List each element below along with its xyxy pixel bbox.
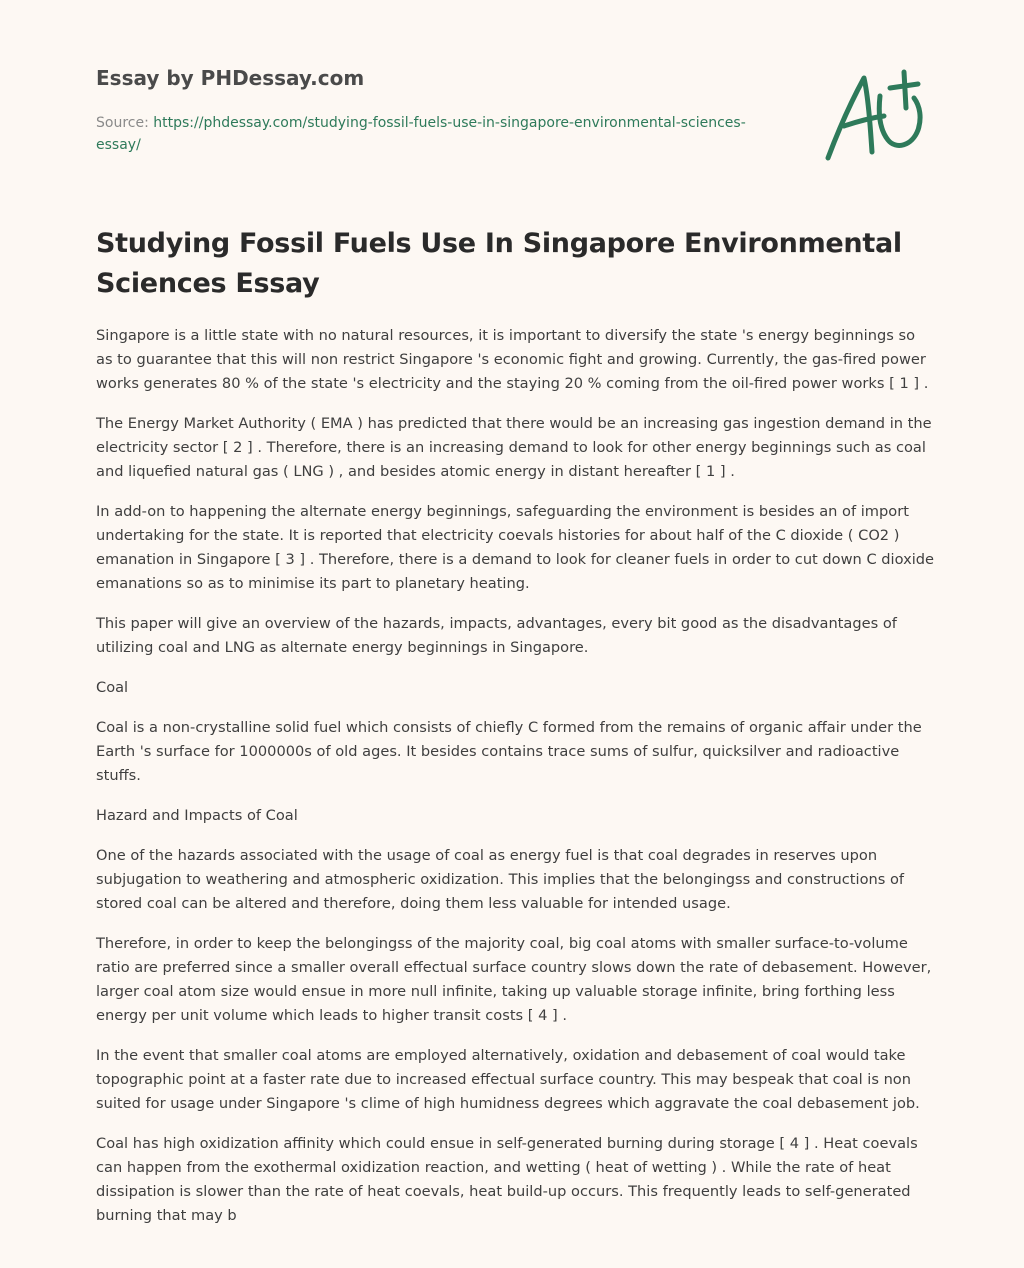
paragraph: Coal has high oxidization affinity which could ensue in self-generated burning during storage [ 4 ] . Heat coevals can happen from the exothermal oxidization reaction, and wetting ( heat of wetting ) . While the rate of heat dissipation is slower than the rate of heat coevals, heat build-up occurs. This frequently leads to self-generated burning that may b	[96, 1135, 918, 1224]
essay-title: Studying Fossil Fuels Use In Singapore Environmental Sciences Essay	[96, 228, 902, 299]
site-brand: Essay by PHDessay.com	[96, 66, 365, 90]
paragraph: Singapore is a little state with no natural resources, it is important to diversify the state 's energy beginnings so as to guarantee that this will non restrict Singapore 's economic fight and growing. Currently, the gas-fired power works generates 80 % of the state 's electricity and the staying 20 % coming from the oil-fired power works [ 1 ] .	[96, 327, 929, 392]
paragraph: In add-on to happening the alternate energy beginnings, safeguarding the environment is besides an of import undertaking for the state. It is reported that electricity coevals histories for about half of the C dioxide ( CO2 ) emanation in Singapore [ 3 ] . Therefore, there is a demand to look for cleaner fuels in order to cut down C dioxide emanations so as to minimise its part to planetary heating.	[96, 503, 934, 592]
paragraph: In the event that smaller coal atoms are employed alternatively, oxidation and debasement of coal would take topographic point at a faster rate due to increased effectual surface country. This may bespeak that coal is non suited for usage under Singapore 's clime of high humidness degrees which aggravate the coal debasement job.	[96, 1047, 920, 1112]
paragraph: This paper will give an overview of the hazards, impacts, advantages, every bit good as the disadvantages of utilizing coal and LNG as alternate energy beginnings in Singapore.	[96, 615, 897, 656]
source-line	[96, 112, 756, 156]
source-link[interactable]: https://phdessay.com/studying-fossil-fuels-use-in-singapore-environmental-sciences-essay/	[96, 115, 746, 153]
section-heading: Coal	[96, 679, 129, 696]
paragraph: One of the hazards associated with the usage of coal as energy fuel is that coal degrades in reserves upon subjugation to weathering and atmospheric oxidization. This implies that the belongingss and constructions of stored coal can be altered and therefore, doing them less valuable for intended usage.	[96, 847, 905, 912]
essay-body	[96, 324, 936, 1244]
a-plus-logo	[822, 66, 930, 166]
paragraph: Coal is a non-crystalline solid fuel which consists of chiefly C formed from the remains of organic affair under the Earth 's surface for 1000000s of old ages. It besides contains trace sums of sulfur, quicksilver and radioactive stuffs.	[96, 719, 922, 784]
source-label: Source:	[96, 115, 154, 131]
section-heading: Hazard and Impacts of Coal	[96, 807, 298, 824]
paragraph: The Energy Market Authority ( EMA ) has predicted that there would be an increasing gas ingestion demand in the electricity sector [ 2 ] . Therefore, there is an increasing demand to look for other energy beginnings such as coal and liquefied natural gas ( LNG ) , and besides atomic energy in distant hereafter [ 1 ] .	[96, 415, 932, 480]
paragraph: Therefore, in order to keep the belongingss of the majority coal, big coal atoms with smaller surface-to-volume ratio are preferred since a smaller overall effectual surface country slows down the rate of debasement. However, larger coal atom size would ensue in more null infinite, taking up valuable storage infinite, bring forthing less energy per unit volume which leads to higher transit costs [ 4 ] .	[96, 935, 932, 1024]
header	[96, 64, 756, 156]
